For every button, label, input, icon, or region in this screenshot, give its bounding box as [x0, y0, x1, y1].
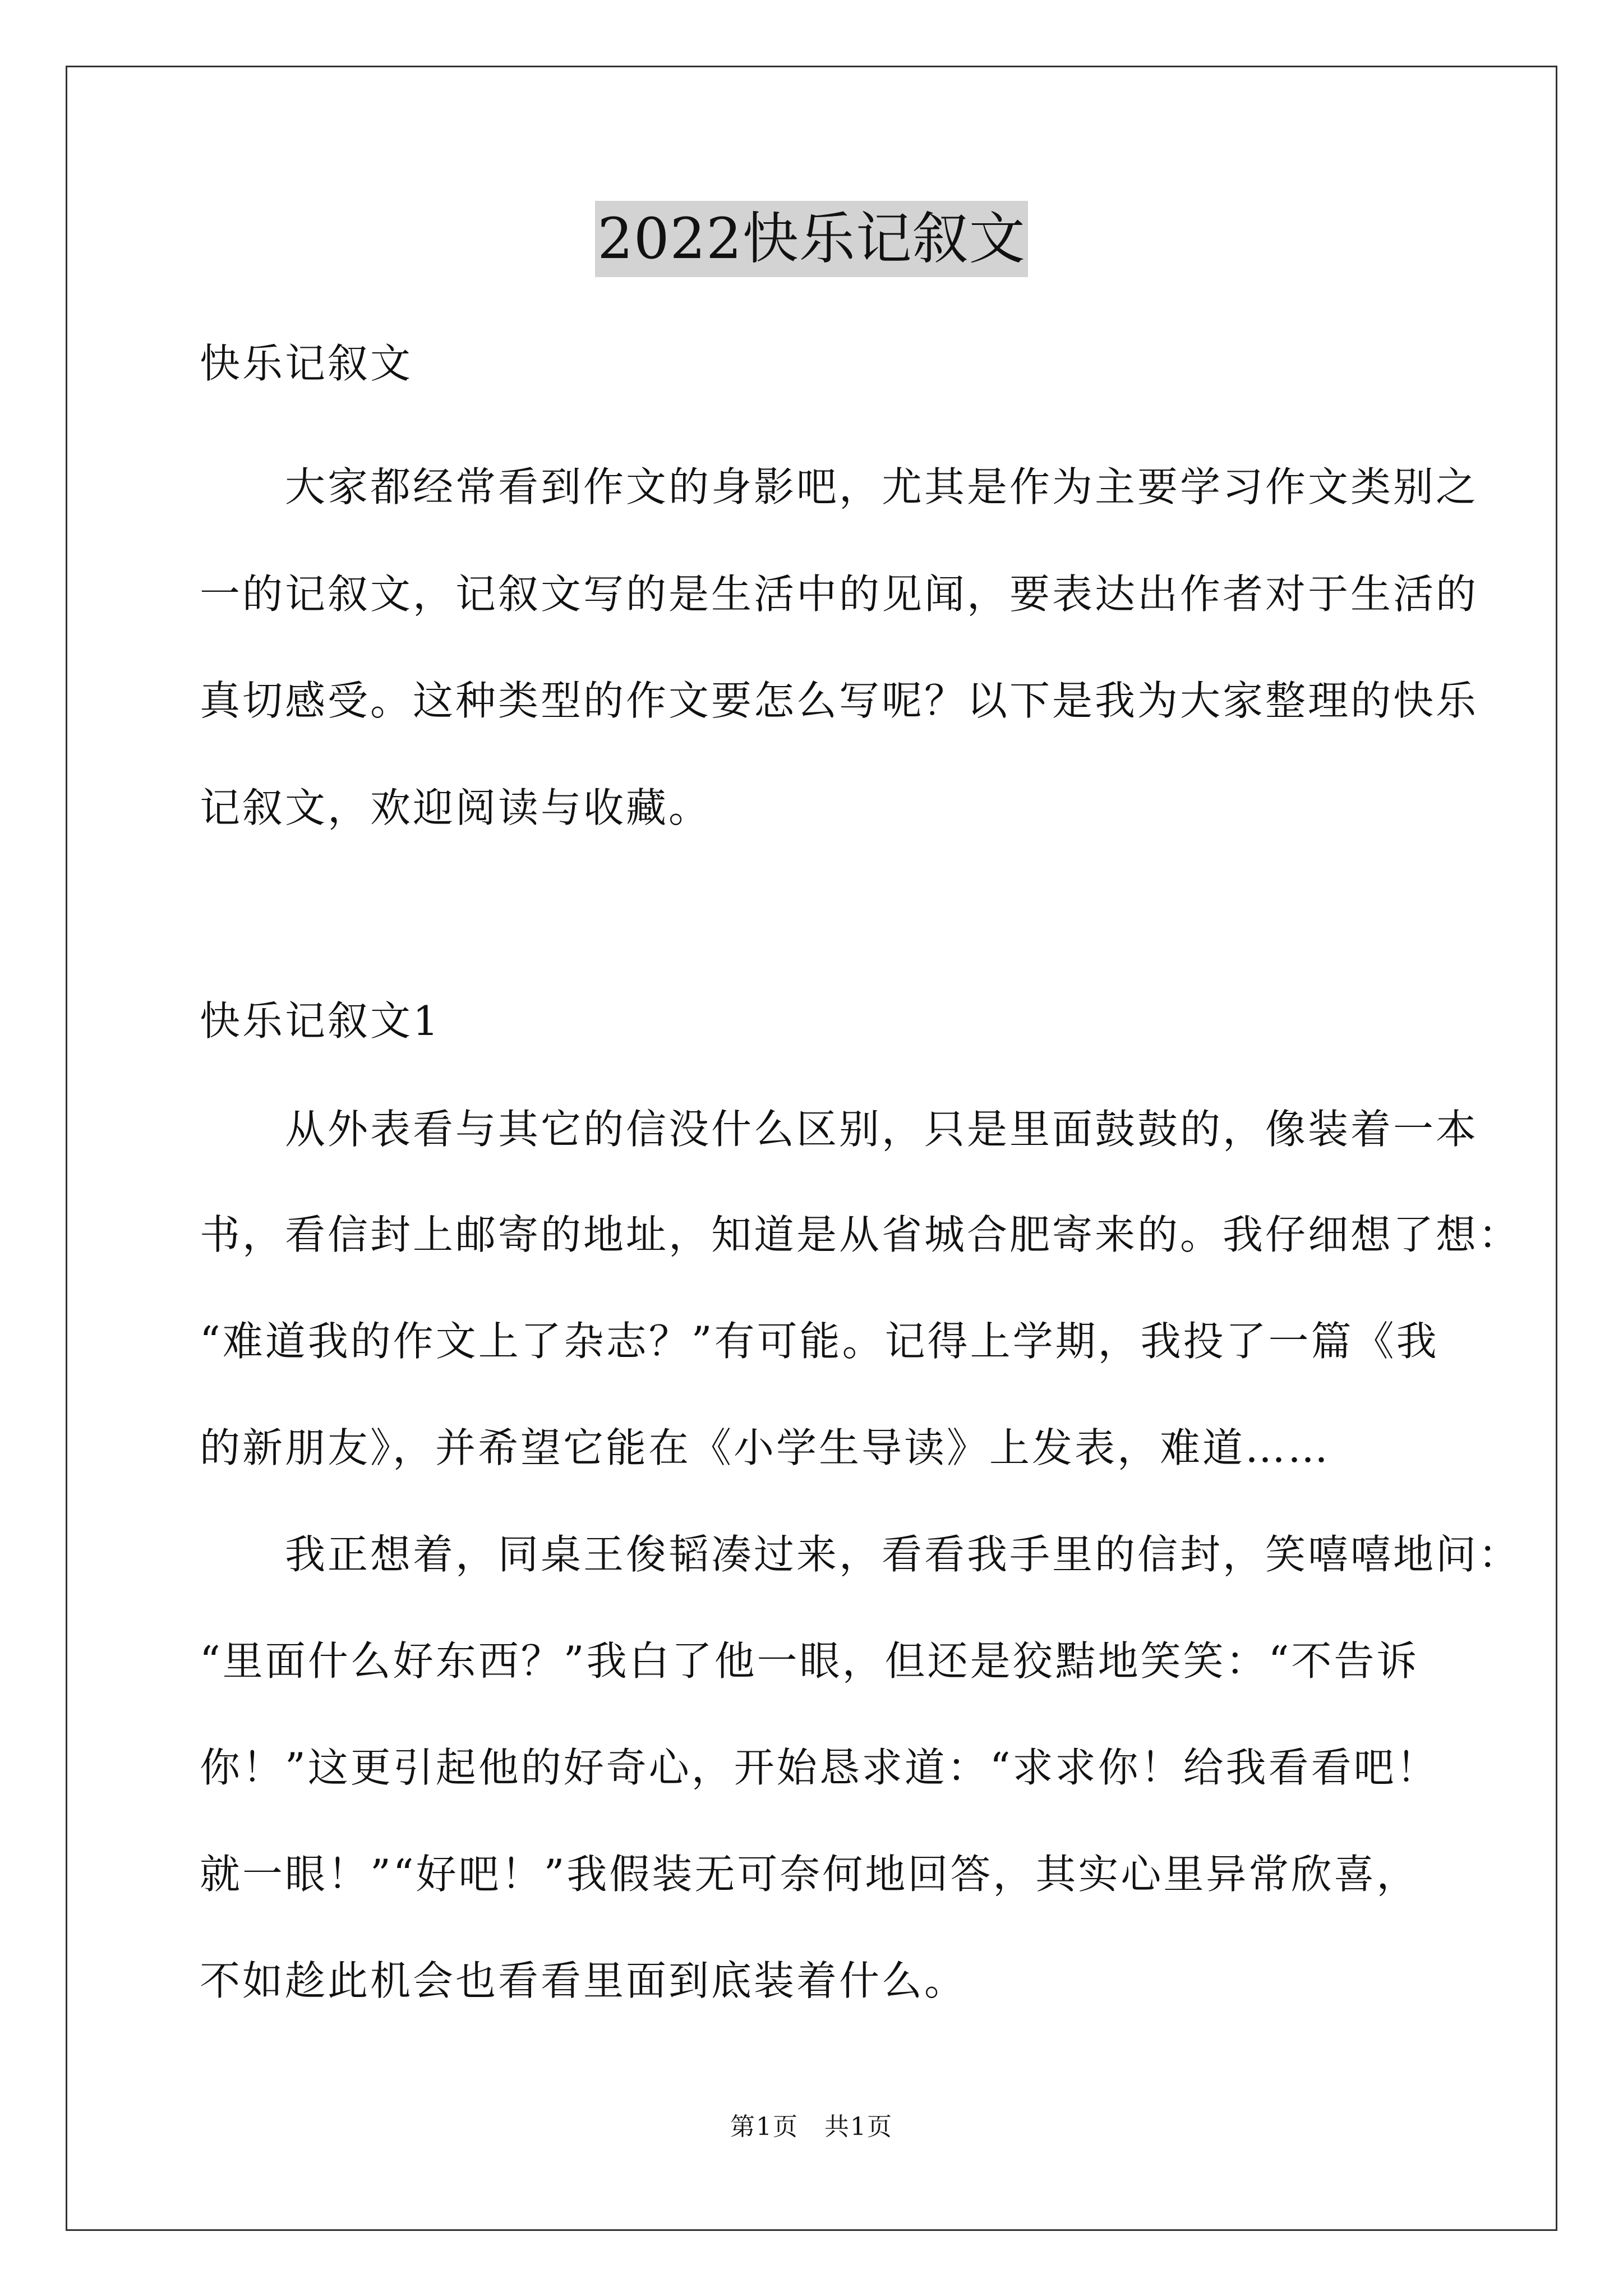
paragraph-line: “难道我的作文上了杂志？”有可能。记得上学期，我投了一篇《我 — [200, 1318, 1439, 1365]
paragraph-line: 从外表看与其它的信没什么区别，只是里面鼓鼓的，像装着一本 — [200, 1106, 1479, 1153]
paragraph-line: 书，看信封上邮寄的地址，知道是从省城合肥寄来的。我仔细想了想： — [200, 1211, 1521, 1258]
paragraph-line: 大家都经常看到作文的身影吧，尤其是作为主要学习作文类别之 — [200, 463, 1479, 510]
paragraph-line: 一的记叙文，记叙文写的是生活中的见闻，要表达出作者对于生活的 — [200, 570, 1479, 618]
paragraph-line: 我正想着，同桌王俊韬凑过来，看看我手里的信封，笑嘻嘻地问： — [200, 1531, 1521, 1578]
paragraph-line: 的新朋友》，并希望它能在《小学生导读》上发表，难道…… — [200, 1424, 1331, 1471]
section-heading: 快乐记叙文1 — [200, 997, 441, 1045]
paragraph-line: 不如趁此机会也看看里面到底装着什么。 — [200, 1957, 967, 2004]
paragraph-line: “里面什么好东西？”我白了他一眼，但还是狡黠地笑笑：“不告诉 — [200, 1637, 1419, 1685]
paragraph-line: 就一眼！”“好吧！”我假装无可奈何地回答，其实心里异常欣喜， — [200, 1851, 1419, 1898]
document-title: 2022快乐记叙文 — [595, 201, 1028, 277]
paragraph-line: 记叙文，欢迎阅读与收藏。 — [200, 784, 712, 831]
page-footer: 第1页 共1页 — [730, 2113, 893, 2141]
paragraph-line: 真切感受。这种类型的作文要怎么写呢？以下是我为大家整理的快乐 — [200, 677, 1479, 724]
title-container — [0, 201, 1623, 277]
paragraph-line: 你！”这更引起他的好奇心，开始恳求道：“求求你！给我看看吧！ — [200, 1744, 1439, 1791]
section-heading: 快乐记叙文 — [200, 340, 413, 387]
